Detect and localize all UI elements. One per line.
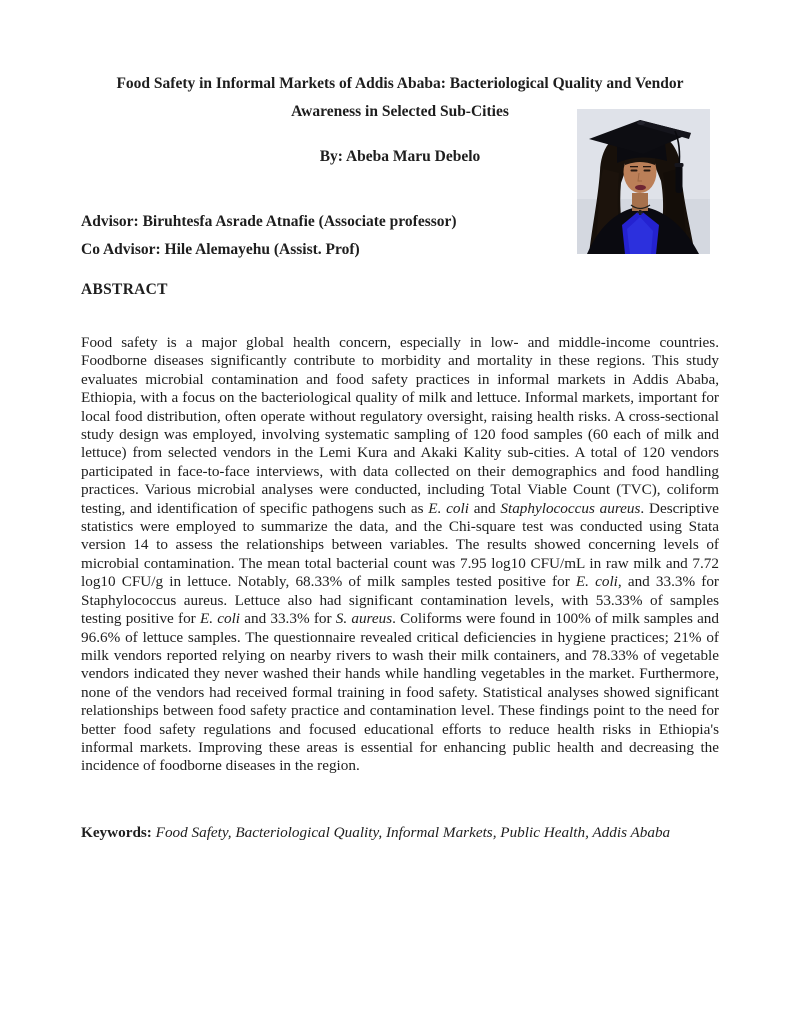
- abstract-heading: ABSTRACT: [81, 281, 168, 298]
- co-advisor-line: Co Advisor: Hile Alemayehu (Assist. Prof): [81, 241, 360, 258]
- left-eye: [631, 170, 638, 172]
- right-eye: [644, 170, 651, 172]
- advisor-block: [81, 208, 719, 264]
- advisor-line: Advisor: Biruhtesfa Asrade Atnafie (Associate professor): [81, 213, 457, 230]
- keywords-label: Keywords:: [81, 824, 152, 841]
- abstract-paragraph: Food safety is a major global health concern, especially in low- and middle-income countries. Foodborne diseases significantly contribute to morbidity and mortality in these regions. This study evaluates microbial contamination and food safety practices in informal markets in Addis Ababa, Ethiopia, with a focus on the bacteriological quality of milk and lettuce. Informal markets, important for local food distribution, often operate without regulatory oversight, raising health risks. A cross-sectional study design was employed, involving systematic sampling of 120 food samples (60 each of milk and lettuce) from selected vendors in the Lemi Kura and Akaki Kality sub-cities. A total of 120 vendors participated in face-to-face interviews, with data collected on their demographics and food handling practices. Various microbial analyses were conducted, including Total Viable Count (TVC), coliform testing, and identification of specific pathogens such as E. coli and Staphylococcus aureus. Descriptive statistics were employed to summarize the data, and the Chi-square test was conducted using Stata version 14 to assess the relationships between variables. The results showed concerning levels of microbial contamination. The mean total bacterial count was 7.95 log10 CFU/mL in raw milk and 7.72 log10 CFU/g in lettuce. Notably, 68.33% of milk samples tested positive for E. coli, and 33.3% for Staphylococcus aureus. Lettuce also had significant contamination levels, with 53.33% of samples testing positive for E. coli and 33.3% for S. aureus. Coliforms were found in 100% of milk samples and 96.6% of lettuce samples. The questionnaire revealed critical deficiencies in hygiene practices; 21% of milk vendors reported relying on nearby rivers to wash their milk containers, and 78.33% of vegetable vendors indicated they never washed their hands while handling vegetables in the market. Furthermore, none of the vendors had received formal training in food safety. Statistical analyses showed significant relationships between food safety practice and contamination level. These findings point to the need for better food safety regulations and focused educational efforts to reduce health risks in Ethiopia's informal markets. Improving these areas is essential for enhancing public health and decreasing the incidence of foodborne diseases in the region.: [81, 334, 719, 775]
- cap-button: [637, 121, 645, 125]
- keywords-list: Food Safety, Bacteriological Quality, Informal Markets, Public Health, Addis Ababa: [151, 824, 671, 841]
- thesis-title-line-1: Food Safety in Informal Markets of Addis Ababa: Bacteriological Quality and Vendor: [116, 75, 684, 92]
- keywords-line: [81, 824, 719, 842]
- author-byline: By: Abeba Maru Debelo: [319, 148, 481, 165]
- thesis-title-line-2: Awareness in Selected Sub-Cities: [291, 103, 509, 120]
- lips: [635, 185, 646, 190]
